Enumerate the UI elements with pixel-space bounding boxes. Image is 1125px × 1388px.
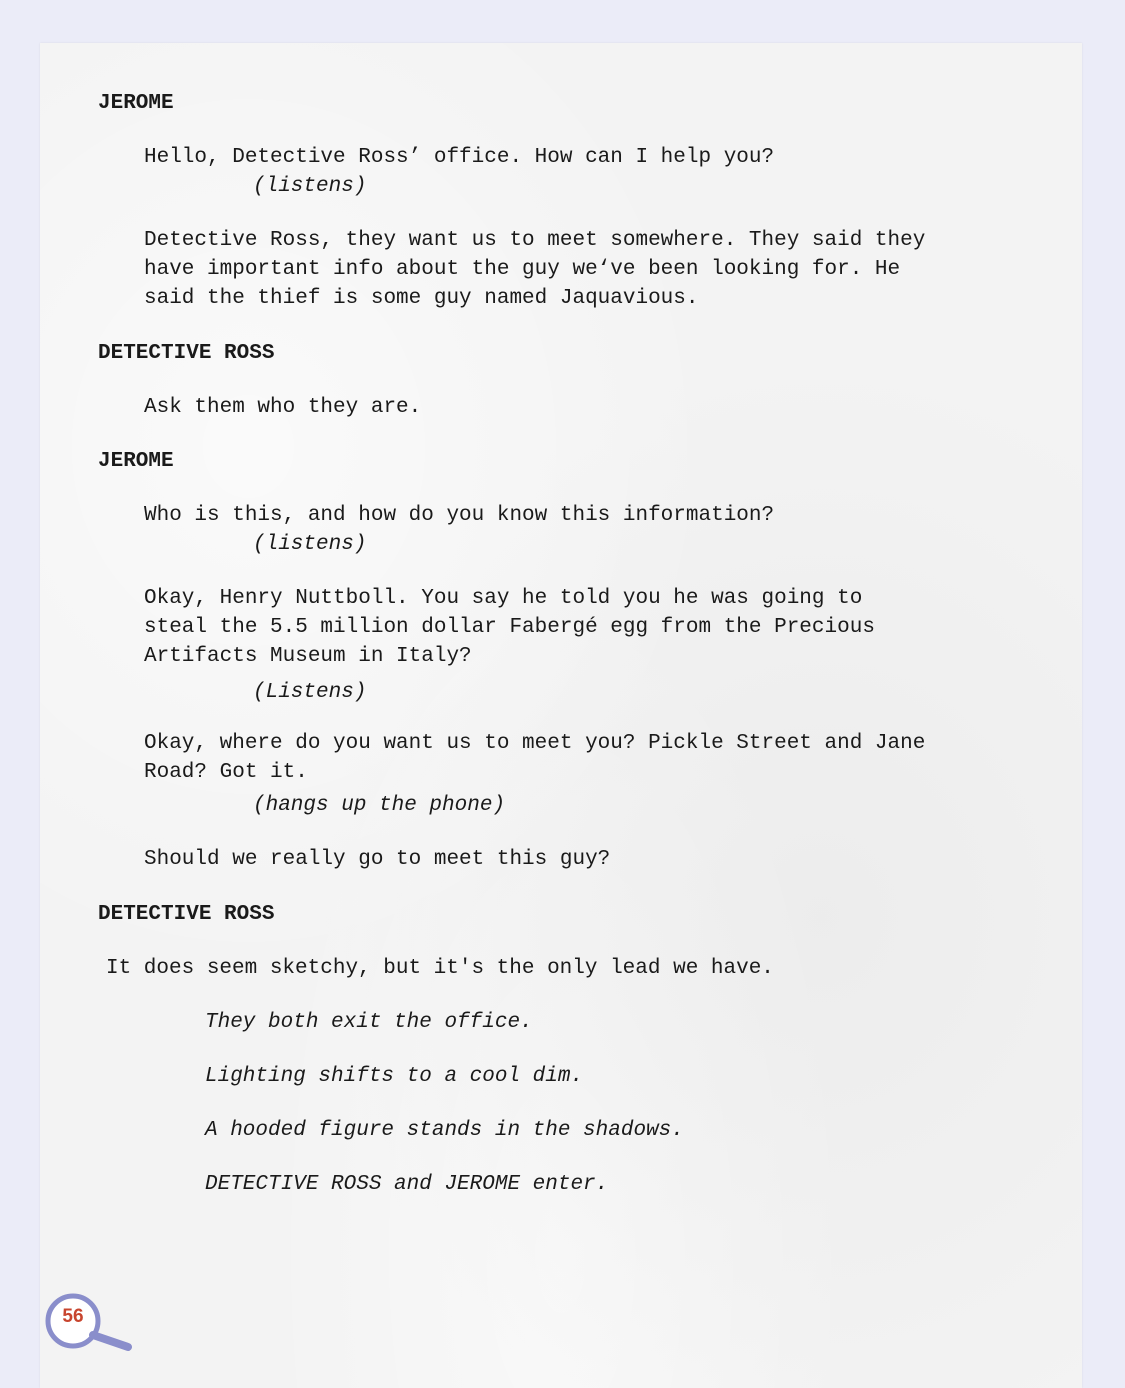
parenthetical: (listens) bbox=[253, 175, 367, 198]
parenthetical: (listens) bbox=[253, 533, 367, 556]
dialogue-line: Detective Ross, they want us to meet somewhere. They said they bbox=[144, 229, 926, 252]
dialogue-line: Okay, where do you want us to meet you? Pickle Street and Jane bbox=[144, 732, 926, 755]
page-number-badge bbox=[44, 1292, 134, 1352]
dialogue-line: It does seem sketchy, but it's the only lead we have. bbox=[106, 957, 774, 980]
dialogue-line: Hello, Detective Ross’ office. How can I help you? bbox=[144, 146, 775, 169]
page-number: 56 bbox=[62, 1306, 84, 1327]
character-name: JEROME bbox=[98, 92, 174, 115]
dialogue-line: said the thief is some guy named Jaquavious. bbox=[144, 287, 699, 310]
character-name: DETECTIVE ROSS bbox=[98, 903, 275, 926]
dialogue-line: Should we really go to meet this guy? bbox=[144, 848, 611, 871]
dialogue-line: Road? Got it. bbox=[144, 761, 308, 784]
character-name: DETECTIVE ROSS bbox=[98, 342, 275, 365]
dialogue-line: steal the 5.5 million dollar Fabergé egg from the Precious bbox=[144, 616, 875, 639]
dialogue-line: Okay, Henry Nuttboll. You say he told you he was going to bbox=[144, 587, 863, 610]
dialogue-line: Who is this, and how do you know this information? bbox=[144, 504, 775, 527]
dialogue-line: Artifacts Museum in Italy? bbox=[144, 645, 472, 668]
dialogue-line: have important info about the guy we‘ve been looking for. He bbox=[144, 258, 901, 281]
stage-direction: A hooded figure stands in the shadows. bbox=[205, 1119, 684, 1142]
stage-direction: They both exit the office. bbox=[205, 1011, 533, 1034]
character-name: JEROME bbox=[98, 450, 174, 473]
dialogue-line: Ask them who they are. bbox=[144, 396, 422, 419]
parenthetical: (hangs up the phone) bbox=[253, 794, 506, 817]
stage-direction: DETECTIVE ROSS and JEROME enter. bbox=[205, 1173, 609, 1196]
stage-direction: Lighting shifts to a cool dim. bbox=[205, 1065, 584, 1088]
script-page bbox=[40, 43, 1082, 1388]
parenthetical: (Listens) bbox=[253, 681, 367, 704]
